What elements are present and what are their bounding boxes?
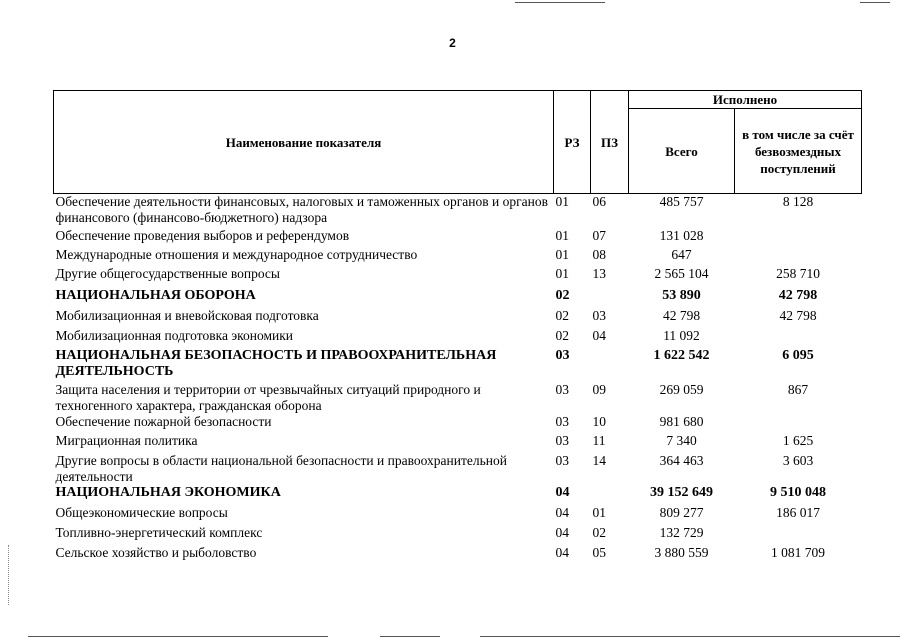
cell-rz: 01 [555,246,569,262]
cell-free: 8 128 [782,194,814,209]
scan-mark-top [515,2,605,3]
cell-name: Обеспечение пожарной безопасности [55,413,272,429]
cell-total: 39 152 649 [650,484,713,500]
cell-pz: 14 [592,452,606,468]
cell-name: Защита населения и территории от чрезвычайных ситуаций природного и техногенного характера, гражданская оборона [55,381,481,413]
cell-rz: 02 [555,327,569,343]
cell-name: Другие вопросы в области национальной безопасности и правоохранительной деятельности [55,452,507,484]
table-row [54,414,862,433]
cell-free [735,228,862,247]
cell-pz: 11 [592,432,606,448]
cell-free: 9 510 048 [770,484,826,500]
cell-total: 981 680 [659,413,704,429]
cell-rz: 03 [555,381,569,397]
cell-free [735,525,862,545]
page-number: 2 [449,36,456,50]
cell-pz: 10 [592,413,606,429]
cell-free [735,247,862,266]
cell-free: 258 710 [776,265,820,281]
table-row [54,247,862,266]
cell-free: 3 603 [782,452,814,468]
cell-pz [591,485,629,505]
cell-rz: 03 [555,452,569,468]
table-body [54,194,862,565]
cell-name: Международные отношения и международное сотрудничество [55,246,418,262]
table-row [54,194,862,228]
cell-rz: 04 [555,524,569,540]
cell-rz: 03 [555,413,569,429]
cell-name: НАЦИОНАЛЬНАЯ БЕЗОПАСНОСТЬ И ПРАВООХРАНИТЕЛЬНАЯ ДЕЯТЕЛЬНОСТЬ [55,347,497,379]
cell-total: 131 028 [659,227,704,243]
cell-free: 42 798 [778,287,818,303]
section-row [54,485,862,505]
table-row [54,525,862,545]
cell-total: 269 059 [659,381,704,397]
cell-pz: 01 [592,504,606,520]
section-row [54,348,862,382]
cell-pz: 13 [592,265,606,281]
cell-rz: 01 [555,194,569,209]
header-rz: РЗ [554,91,591,194]
cell-pz: 05 [592,544,606,560]
cell-name: НАЦИОНАЛЬНАЯ ОБОРОНА [55,287,256,303]
table-row [54,228,862,247]
cell-total: 42 798 [662,307,701,323]
cell-name: Мобилизационная подготовка экономики [55,327,294,343]
cell-name: Обеспечение проведения выборов и референдумов [55,227,350,243]
cell-name: Мобилизационная и вневойсковая подготовка [55,307,319,323]
cell-total: 2 565 104 [654,265,709,281]
cell-name: Общеэкономические вопросы [55,504,228,520]
cell-total: 7 340 [666,432,697,448]
table-row [54,266,862,288]
section-row [54,288,862,308]
cell-rz: 02 [555,307,569,323]
cell-name: НАЦИОНАЛЬНАЯ ЭКОНОМИКА [55,484,281,500]
cell-free: 1 625 [782,432,814,448]
header-pz: ПЗ [591,91,629,194]
cell-pz: 06 [592,194,606,209]
cell-total: 3 880 559 [654,544,709,560]
header-free: в том числе за счёт безвозмездных поступлений [735,109,862,194]
header-name: Наименование показателя [54,91,554,194]
cell-total: 11 092 [663,327,700,343]
table-row [54,545,862,565]
cell-name: Другие общегосударственные вопросы [55,265,280,281]
cell-rz: 02 [555,287,570,303]
table-row [54,382,862,414]
cell-pz [591,288,629,308]
cell-total: 53 890 [662,287,701,303]
cell-total: 485 757 [659,194,704,209]
cell-rz: 03 [555,432,569,448]
scan-mark-top-right [860,2,890,3]
cell-pz: 07 [592,227,606,243]
budget-table [53,90,862,565]
cell-pz: 03 [592,307,606,323]
cell-free [735,328,862,348]
cell-free: 1 081 709 [771,544,825,560]
cell-pz: 02 [592,524,606,540]
cell-rz: 03 [555,347,570,363]
cell-name: Сельское хозяйство и рыболовство [55,544,257,560]
table-row [54,505,862,525]
cell-free: 6 095 [782,347,814,363]
cell-total: 1 622 542 [653,347,710,363]
cell-rz: 01 [555,227,569,243]
cell-pz [591,348,629,382]
cell-name: Топливно-энергетический комплекс [55,524,263,540]
cell-total: 132 729 [659,524,704,540]
cell-rz: 04 [555,544,569,560]
cell-rz: 04 [555,484,570,500]
cell-rz: 04 [555,504,569,520]
cell-name: Обеспечение деятельности финансовых, налоговых и таможенных органов и органов финансового (финансово-бюджетного) надзора [55,194,548,225]
cell-pz: 08 [592,246,606,262]
cell-free: 867 [787,381,809,397]
scan-edge-dots [8,545,10,605]
cell-rz: 01 [555,265,569,281]
cell-total: 364 463 [659,452,704,468]
scan-mark-bottom-mid [380,636,440,637]
cell-total: 647 [671,246,692,262]
cell-total: 809 277 [659,504,704,520]
scan-mark-bottom-left [28,636,328,637]
header-total: Всего [629,109,735,194]
cell-free [735,414,862,433]
scan-mark-bottom-right [480,636,900,637]
cell-free: 42 798 [779,307,817,323]
cell-name: Миграционная политика [55,432,198,448]
table-row [54,328,862,348]
table-row [54,308,862,328]
cell-pz: 04 [592,327,606,343]
header-executed: Исполнено [629,91,862,109]
table-row [54,433,862,453]
cell-pz: 09 [592,381,606,397]
table-row [54,453,862,485]
cell-free: 186 017 [776,504,820,520]
